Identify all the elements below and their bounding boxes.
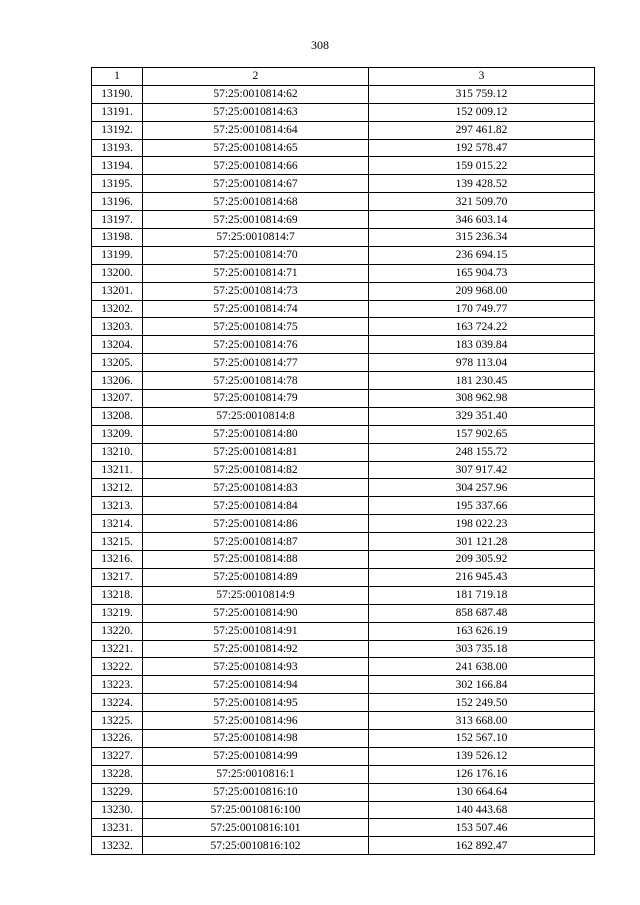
cadastral-value-cell: 159 015.22 <box>369 157 595 175</box>
table-row <box>92 390 595 408</box>
row-number-cell: 13224. <box>92 694 143 712</box>
cadastral-number-cell: 57:25:0010814:62 <box>143 85 369 103</box>
row-number-cell: 13208. <box>92 407 143 425</box>
row-number-cell: 13214. <box>92 515 143 533</box>
table-row <box>92 461 595 479</box>
cadastral-number-cell: 57:25:0010816:101 <box>143 819 369 837</box>
row-number-cell: 13226. <box>92 729 143 747</box>
row-number-cell: 13206. <box>92 372 143 390</box>
table-row <box>92 103 595 121</box>
cadastral-value-cell: 209 305.92 <box>369 551 595 569</box>
row-number-cell: 13227. <box>92 747 143 765</box>
cadastral-number-cell: 57:25:0010814:83 <box>143 479 369 497</box>
row-number-cell: 13231. <box>92 819 143 837</box>
cadastral-number-cell: 57:25:0010814:92 <box>143 640 369 658</box>
cadastral-number-cell: 57:25:0010816:10 <box>143 783 369 801</box>
row-number-cell: 13201. <box>92 282 143 300</box>
table-row <box>92 747 595 765</box>
table-row <box>92 586 595 604</box>
table-row <box>92 229 595 247</box>
table-row <box>92 712 595 730</box>
cadastral-number-cell: 57:25:0010814:82 <box>143 461 369 479</box>
table-row <box>92 372 595 390</box>
row-number-cell: 13203. <box>92 318 143 336</box>
cadastral-value-cell: 183 039.84 <box>369 336 595 354</box>
cadastral-number-cell: 57:25:0010814:81 <box>143 443 369 461</box>
cadastral-value-cell: 313 668.00 <box>369 712 595 730</box>
row-number-cell: 13207. <box>92 390 143 408</box>
table-row <box>92 246 595 264</box>
cadastral-number-cell: 57:25:0010814:78 <box>143 372 369 390</box>
table-row <box>92 622 595 640</box>
table-row <box>92 336 595 354</box>
table-row <box>92 193 595 211</box>
cadastral-value-cell: 181 719.18 <box>369 586 595 604</box>
cadastral-number-cell: 57:25:0010814:7 <box>143 229 369 247</box>
cadastral-value-cell: 315 236.34 <box>369 229 595 247</box>
cadastral-number-cell: 57:25:0010814:90 <box>143 604 369 622</box>
table-row <box>92 819 595 837</box>
table-row <box>92 729 595 747</box>
table-row <box>92 640 595 658</box>
row-number-cell: 13221. <box>92 640 143 658</box>
cadastral-value-cell: 978 113.04 <box>369 354 595 372</box>
row-number-cell: 13197. <box>92 211 143 229</box>
row-number-cell: 13196. <box>92 193 143 211</box>
table-row <box>92 139 595 157</box>
cadastral-number-cell: 57:25:0010814:76 <box>143 336 369 354</box>
cadastral-number-cell: 57:25:0010814:87 <box>143 533 369 551</box>
cadastral-value-cell: 152 249.50 <box>369 694 595 712</box>
table-row <box>92 264 595 282</box>
cadastral-value-cell: 165 904.73 <box>369 264 595 282</box>
cadastral-value-cell: 126 176.16 <box>369 765 595 783</box>
row-number-cell: 13210. <box>92 443 143 461</box>
cadastral-value-cell: 248 155.72 <box>369 443 595 461</box>
row-number-cell: 13215. <box>92 533 143 551</box>
cadastral-number-cell: 57:25:0010814:91 <box>143 622 369 640</box>
table-row <box>92 443 595 461</box>
table-row <box>92 765 595 783</box>
cadastral-value-cell: 302 166.84 <box>369 676 595 694</box>
cadastral-value-cell: 163 724.22 <box>369 318 595 336</box>
cadastral-number-cell: 57:25:0010814:74 <box>143 300 369 318</box>
cadastral-number-cell: 57:25:0010814:96 <box>143 712 369 730</box>
table-body <box>92 85 595 854</box>
cadastral-value-cell: 241 638.00 <box>369 658 595 676</box>
cadastral-number-cell: 57:25:0010814:89 <box>143 568 369 586</box>
cadastral-number-cell: 57:25:0010814:73 <box>143 282 369 300</box>
cadastral-number-cell: 57:25:0010814:65 <box>143 139 369 157</box>
row-number-cell: 13199. <box>92 246 143 264</box>
table-row <box>92 211 595 229</box>
table-row <box>92 676 595 694</box>
cadastral-number-cell: 57:25:0010814:67 <box>143 175 369 193</box>
cadastral-value-cell: 209 968.00 <box>369 282 595 300</box>
table-row <box>92 551 595 569</box>
cadastral-value-cell: 236 694.15 <box>369 246 595 264</box>
cadastral-number-cell: 57:25:0010814:77 <box>143 354 369 372</box>
row-number-cell: 13232. <box>92 837 143 855</box>
cadastral-value-cell: 162 892.47 <box>369 837 595 855</box>
cadastral-value-cell: 301 121.28 <box>369 533 595 551</box>
cadastral-value-cell: 140 443.68 <box>369 801 595 819</box>
row-number-cell: 13204. <box>92 336 143 354</box>
cadastral-value-cell: 315 759.12 <box>369 85 595 103</box>
cadastral-value-cell: 198 022.23 <box>369 515 595 533</box>
cadastral-value-table <box>91 67 595 855</box>
row-number-cell: 13220. <box>92 622 143 640</box>
page-number: 308 <box>311 38 329 52</box>
cadastral-number-cell: 57:25:0010814:99 <box>143 747 369 765</box>
row-number-cell: 13209. <box>92 425 143 443</box>
row-number-cell: 13212. <box>92 479 143 497</box>
table-row <box>92 658 595 676</box>
table-row <box>92 175 595 193</box>
cadastral-value-cell: 192 578.47 <box>369 139 595 157</box>
cadastral-number-cell: 57:25:0010814:63 <box>143 103 369 121</box>
cadastral-value-cell: 195 337.66 <box>369 497 595 515</box>
cadastral-value-cell: 163 626.19 <box>369 622 595 640</box>
row-number-cell: 13216. <box>92 551 143 569</box>
table-row <box>92 282 595 300</box>
cadastral-number-cell: 57:25:0010814:70 <box>143 246 369 264</box>
table-row <box>92 515 595 533</box>
column-header-number: 1 <box>92 68 143 86</box>
cadastral-value-cell: 170 749.77 <box>369 300 595 318</box>
cadastral-number-cell: 57:25:0010814:9 <box>143 586 369 604</box>
column-header-cadastral-number: 2 <box>143 68 369 86</box>
table-row <box>92 533 595 551</box>
row-number-cell: 13228. <box>92 765 143 783</box>
table-row <box>92 425 595 443</box>
table-row <box>92 783 595 801</box>
column-header-cadastral-value: 3 <box>369 68 595 86</box>
row-number-cell: 13211. <box>92 461 143 479</box>
cadastral-number-cell: 57:25:0010814:94 <box>143 676 369 694</box>
table-row <box>92 694 595 712</box>
header-row <box>92 68 595 86</box>
cadastral-number-cell: 57:25:0010814:69 <box>143 211 369 229</box>
row-number-cell: 13193. <box>92 139 143 157</box>
cadastral-number-cell: 57:25:0010814:68 <box>143 193 369 211</box>
cadastral-value-cell: 157 902.65 <box>369 425 595 443</box>
cadastral-number-cell: 57:25:0010816:1 <box>143 765 369 783</box>
row-number-cell: 13225. <box>92 712 143 730</box>
cadastral-number-cell: 57:25:0010814:64 <box>143 121 369 139</box>
row-number-cell: 13192. <box>92 121 143 139</box>
table-row <box>92 497 595 515</box>
cadastral-value-cell: 153 507.46 <box>369 819 595 837</box>
cadastral-value-cell: 308 962.98 <box>369 390 595 408</box>
cadastral-number-cell: 57:25:0010814:66 <box>143 157 369 175</box>
cadastral-value-cell: 152 009.12 <box>369 103 595 121</box>
row-number-cell: 13218. <box>92 586 143 604</box>
table-row <box>92 407 595 425</box>
row-number-cell: 13223. <box>92 676 143 694</box>
row-number-cell: 13200. <box>92 264 143 282</box>
row-number-cell: 13202. <box>92 300 143 318</box>
table-row <box>92 604 595 622</box>
row-number-cell: 13219. <box>92 604 143 622</box>
table-row <box>92 121 595 139</box>
row-number-cell: 13195. <box>92 175 143 193</box>
cadastral-number-cell: 57:25:0010814:80 <box>143 425 369 443</box>
cadastral-value-cell: 216 945.43 <box>369 568 595 586</box>
cadastral-number-cell: 57:25:0010816:100 <box>143 801 369 819</box>
cadastral-number-cell: 57:25:0010816:102 <box>143 837 369 855</box>
row-number-cell: 13198. <box>92 229 143 247</box>
row-number-cell: 13217. <box>92 568 143 586</box>
cadastral-value-cell: 139 428.52 <box>369 175 595 193</box>
cadastral-value-cell: 181 230.45 <box>369 372 595 390</box>
row-number-cell: 13229. <box>92 783 143 801</box>
cadastral-number-cell: 57:25:0010814:98 <box>143 729 369 747</box>
cadastral-number-cell: 57:25:0010814:93 <box>143 658 369 676</box>
cadastral-number-cell: 57:25:0010814:8 <box>143 407 369 425</box>
cadastral-value-cell: 303 735.18 <box>369 640 595 658</box>
cadastral-value-cell: 858 687.48 <box>369 604 595 622</box>
table-row <box>92 157 595 175</box>
row-number-cell: 13213. <box>92 497 143 515</box>
cadastral-value-cell: 321 509.70 <box>369 193 595 211</box>
cadastral-value-cell: 346 603.14 <box>369 211 595 229</box>
cadastral-number-cell: 57:25:0010814:88 <box>143 551 369 569</box>
cadastral-number-cell: 57:25:0010814:79 <box>143 390 369 408</box>
cadastral-number-cell: 57:25:0010814:75 <box>143 318 369 336</box>
table-row <box>92 318 595 336</box>
table-row <box>92 568 595 586</box>
table-row <box>92 479 595 497</box>
row-number-cell: 13222. <box>92 658 143 676</box>
cadastral-number-cell: 57:25:0010814:86 <box>143 515 369 533</box>
cadastral-value-cell: 304 257.96 <box>369 479 595 497</box>
row-number-cell: 13190. <box>92 85 143 103</box>
cadastral-value-cell: 130 664.64 <box>369 783 595 801</box>
cadastral-value-cell: 139 526.12 <box>369 747 595 765</box>
table-row <box>92 837 595 855</box>
cadastral-number-cell: 57:25:0010814:71 <box>143 264 369 282</box>
cadastral-value-cell: 152 567.10 <box>369 729 595 747</box>
cadastral-value-cell: 329 351.40 <box>369 407 595 425</box>
cadastral-number-cell: 57:25:0010814:84 <box>143 497 369 515</box>
table-row <box>92 85 595 103</box>
table-row <box>92 354 595 372</box>
table-row <box>92 801 595 819</box>
cadastral-value-cell: 307 917.42 <box>369 461 595 479</box>
row-number-cell: 13230. <box>92 801 143 819</box>
cadastral-value-cell: 297 461.82 <box>369 121 595 139</box>
row-number-cell: 13194. <box>92 157 143 175</box>
table-row <box>92 300 595 318</box>
row-number-cell: 13205. <box>92 354 143 372</box>
cadastral-number-cell: 57:25:0010814:95 <box>143 694 369 712</box>
row-number-cell: 13191. <box>92 103 143 121</box>
